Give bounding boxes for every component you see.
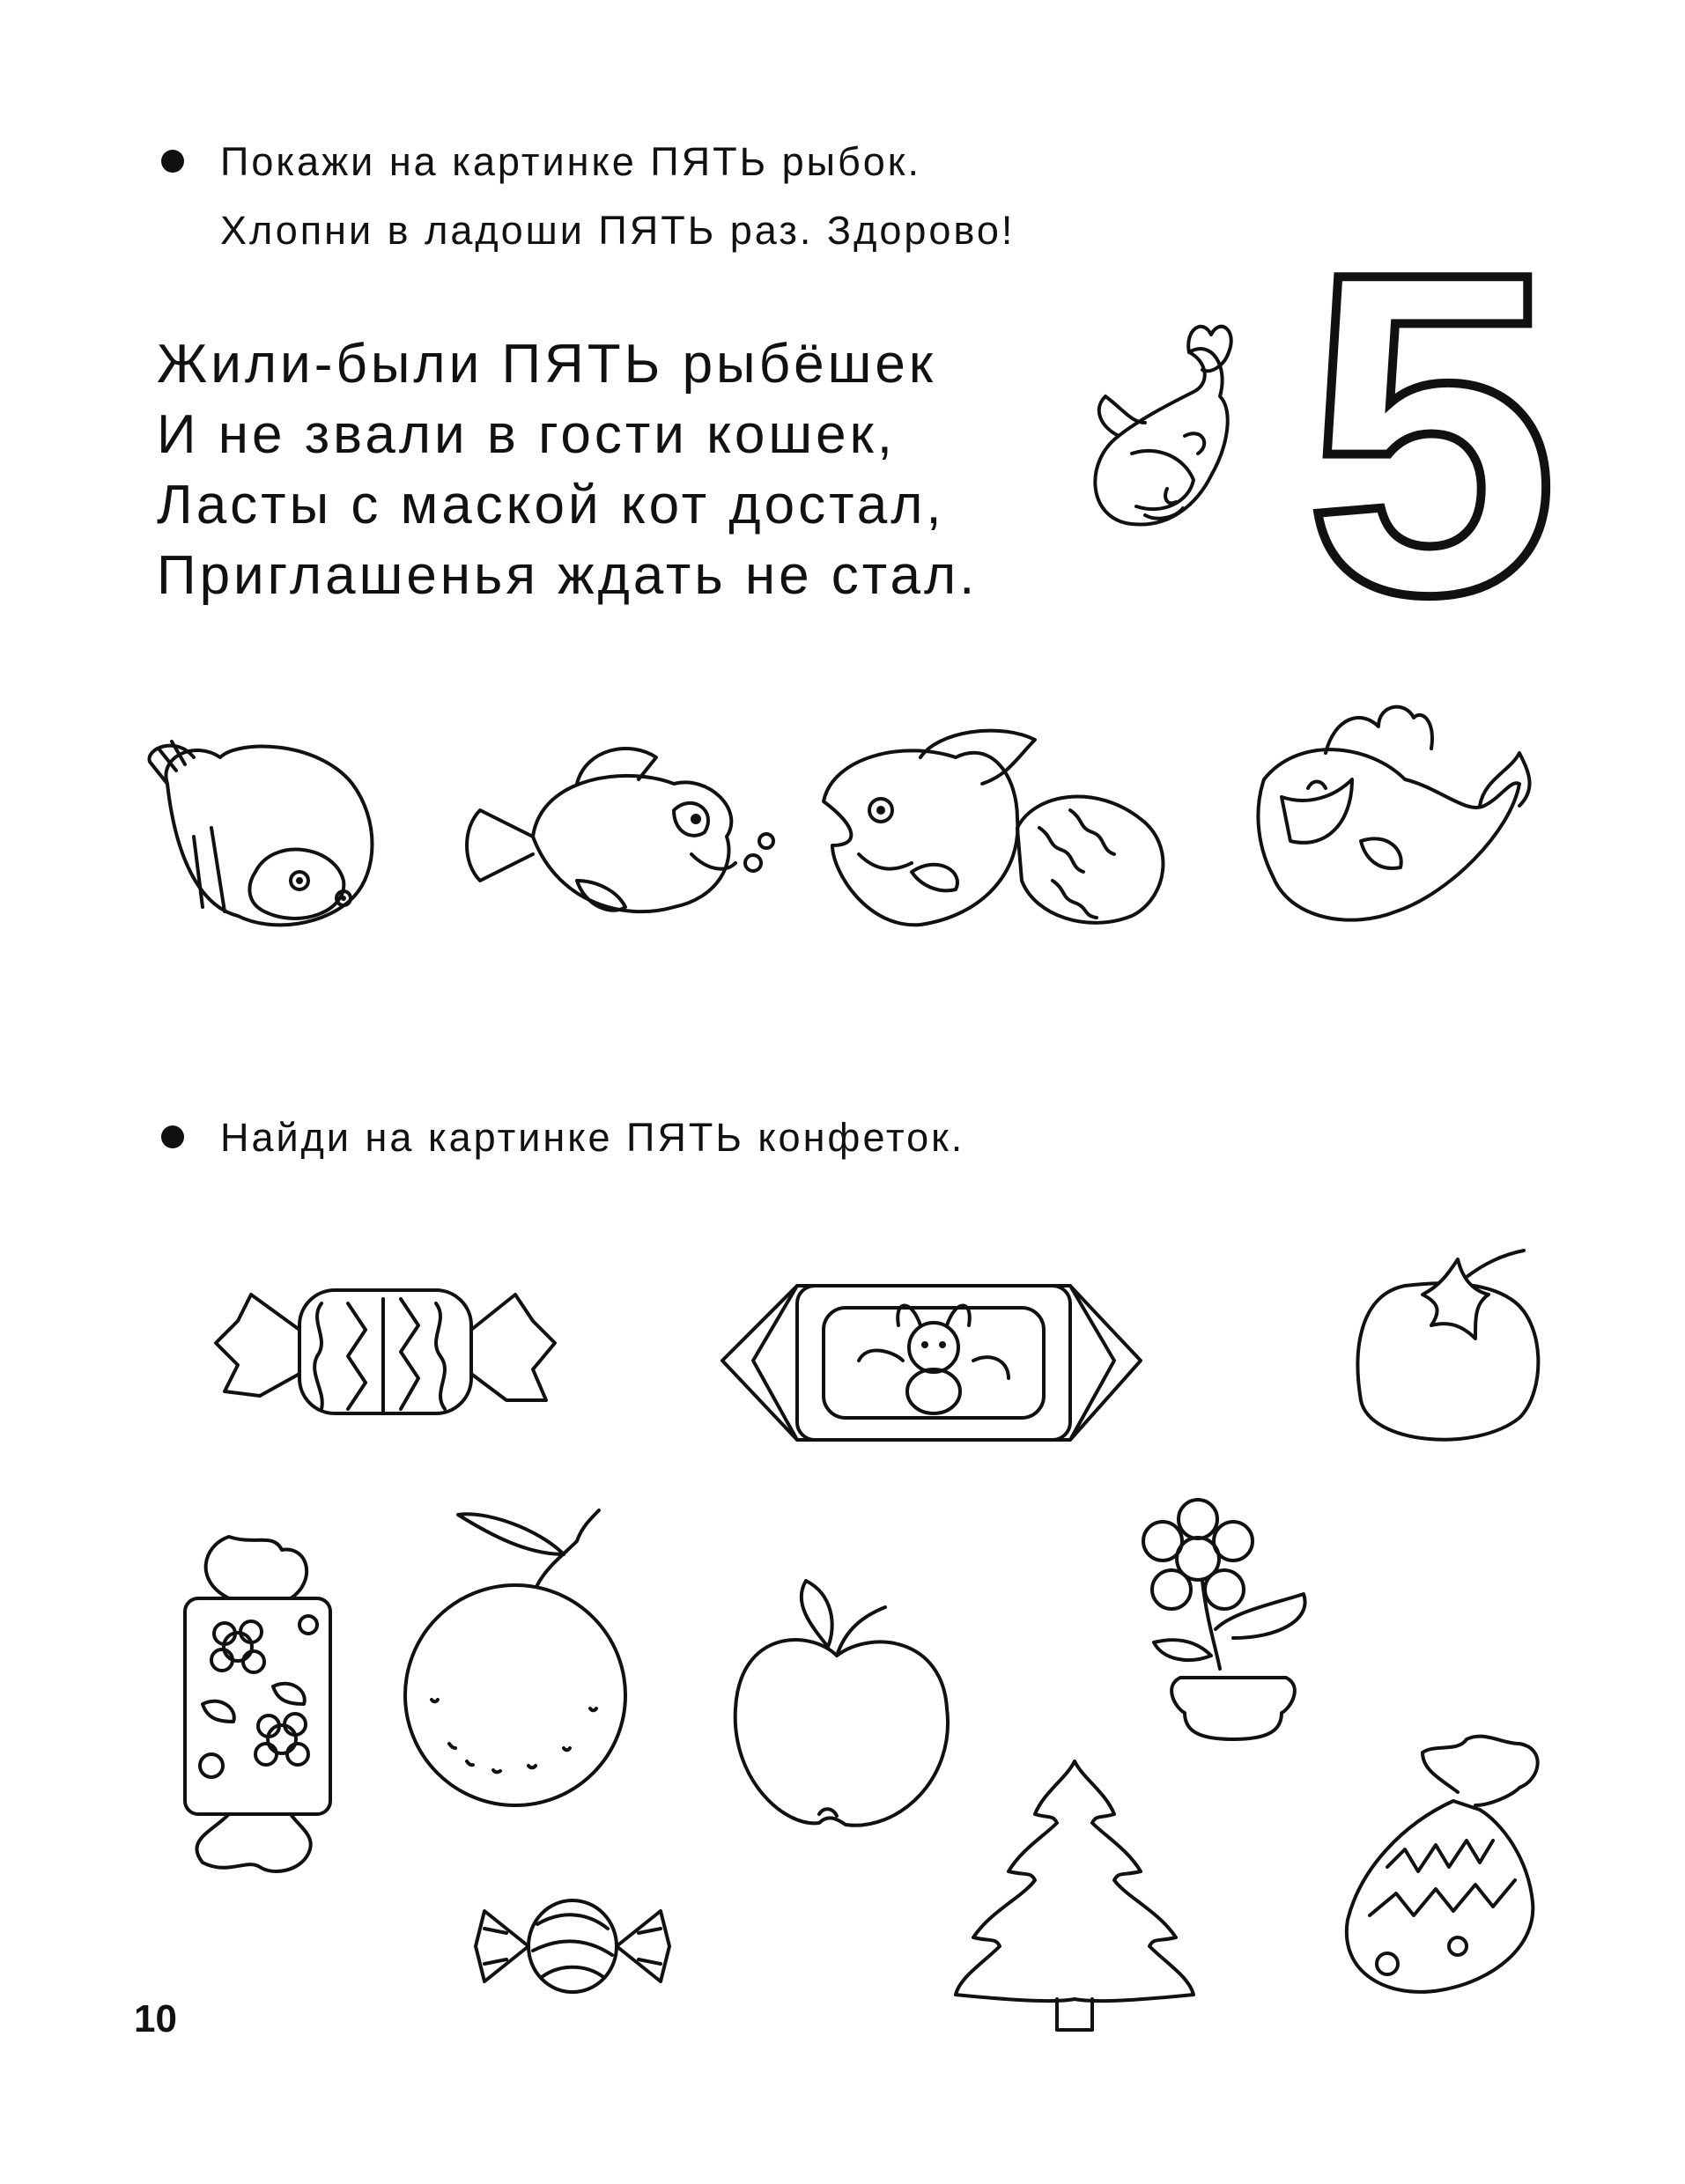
- flower-pot-icon: [1136, 1479, 1348, 1752]
- orange-icon: [396, 1502, 652, 1810]
- bullet-icon: [161, 1125, 184, 1148]
- candy-icon: [198, 1259, 568, 1444]
- poem-line-3: Ласты с маской кот достал,: [157, 475, 945, 535]
- candy-bunny-icon: [718, 1264, 1149, 1466]
- instruction-2-line-1: Найди на картинке ПЯТЬ конфеток.: [220, 1115, 965, 1160]
- fish-icon: [1079, 313, 1246, 546]
- fir-tree-icon: [947, 1752, 1202, 2034]
- fish-icon: [141, 722, 388, 942]
- numeral-five: [1295, 178, 1568, 690]
- strawberry-icon: [1343, 1242, 1555, 1462]
- poem-line-4: Приглашенья ждать не стал.: [157, 545, 979, 606]
- poem: [157, 329, 978, 611]
- instruction-1: [220, 128, 1015, 265]
- candy-round-icon: [471, 1876, 674, 2017]
- bullet-icon: [161, 150, 184, 173]
- candy-flower-icon: [176, 1528, 344, 1880]
- fish-icon: [454, 731, 771, 933]
- svg-text:5: 5: [1304, 178, 1559, 690]
- fish-icon: [806, 722, 1202, 942]
- poem-line-1: Жили-были ПЯТЬ рыбёшек: [157, 334, 936, 395]
- candy-bag-icon: [1334, 1726, 1555, 2008]
- instruction-1-line-1: Покажи на картинке ПЯТЬ рыбок.: [220, 139, 921, 184]
- page-number: 10: [134, 1997, 177, 2040]
- apple-icon: [722, 1576, 960, 1841]
- poem-line-2: И не звали в гости кошек,: [157, 404, 896, 465]
- instruction-2: [220, 1103, 964, 1172]
- instruction-1-line-2: Хлопни в ладоши ПЯТЬ раз. Здорово!: [220, 208, 1016, 253]
- fish-icon: [1246, 700, 1537, 938]
